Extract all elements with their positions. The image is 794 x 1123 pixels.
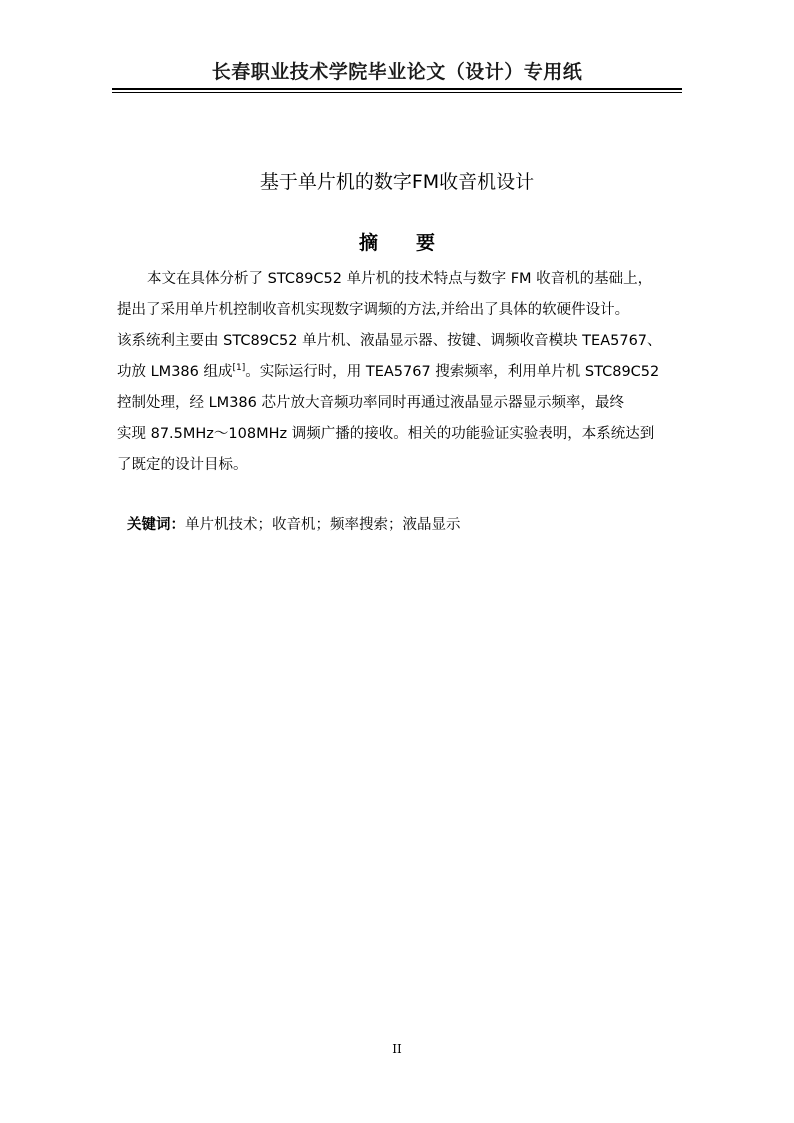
abstract-heading bbox=[112, 230, 682, 256]
abstract-line-6: 实现 87.5MHz～108MHz 调频广播的接收。相关的功能验证实验表明，本系统达到 bbox=[117, 426, 655, 442]
abstract-heading-left: 摘 bbox=[358, 232, 378, 254]
abstract-heading-right: 要 bbox=[416, 232, 436, 254]
document-title: 基于单片机的数字FM收音机设计 bbox=[259, 171, 535, 193]
page-header: 长春职业技术学院毕业论文（设计）专用纸 bbox=[211, 61, 583, 83]
abstract-line-7: 了既定的设计目标。 bbox=[117, 457, 248, 473]
abstract-line-4-end: 。实际运行时，用 TEA5767 搜索频率，利用单片机 STC89C52 bbox=[245, 364, 660, 380]
keywords-value: 单片机技术；收音机；频率搜索；液晶显示 bbox=[185, 517, 461, 533]
header-rule-thick bbox=[112, 88, 682, 90]
abstract-body bbox=[117, 264, 679, 481]
keywords-label: 关键词： bbox=[127, 517, 185, 533]
abstract-line-3: 该系统利主要由 STC89C52 单片机、液晶显示器、按键、调频收音模块 TEA5767、 bbox=[117, 333, 662, 349]
citation-ref: [1] bbox=[232, 363, 246, 374]
keywords-section bbox=[127, 512, 461, 538]
abstract-line-2: 提出了采用单片机控制收音机实现数字调频的方法,并给出了具体的软硬件设计。 bbox=[117, 302, 630, 318]
header-rule-thin bbox=[112, 92, 682, 93]
abstract-line-5: 控制处理，经 LM386 芯片放大音频功率同时再通过液晶显示器显示频率，最终 bbox=[117, 395, 624, 411]
abstract-line-4-start: 功放 LM386 组成 bbox=[117, 364, 233, 380]
abstract-line-1: 本文在具体分析了 STC89C52 单片机的技术特点与数字 FM 收音机的基础上， bbox=[147, 271, 653, 287]
page-number: II bbox=[392, 1042, 402, 1056]
abstract-line-4 bbox=[117, 357, 679, 388]
